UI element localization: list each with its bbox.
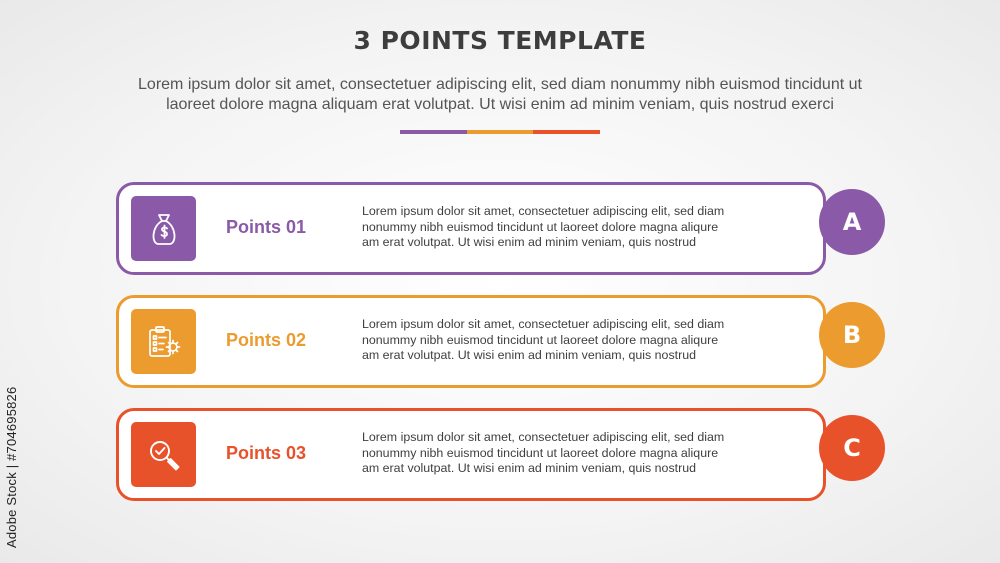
point-row-a — [116, 182, 886, 275]
point-label: Points 03 — [226, 443, 307, 463]
divider-segment-2 — [467, 130, 534, 134]
money-bag-icon — [144, 209, 184, 249]
point-label: Points 01 — [226, 217, 307, 237]
page-subtitle — [70, 75, 930, 115]
color-divider — [400, 130, 600, 134]
icon-tile — [131, 196, 196, 261]
letter-badge: A — [819, 189, 885, 255]
divider-segment-3 — [533, 130, 600, 134]
icon-tile — [131, 422, 196, 487]
description-line: am erat volutpat. Ut wisi enim ad minim veniam, quis nostrud — [362, 348, 696, 362]
point-description — [362, 317, 792, 364]
description-line: am erat volutpat. Ut wisi enim ad minim veniam, quis nostrud — [362, 461, 696, 475]
point-row-c — [116, 408, 886, 501]
stock-watermark: Adobe Stock | #704695826 — [4, 386, 19, 548]
divider-segment-1 — [400, 130, 467, 134]
description-line: nonummy nibh euismod tincidunt ut laoreet dolore magna aliqure — [362, 445, 719, 460]
point-description — [362, 204, 792, 251]
point-card — [116, 408, 826, 501]
description-line: Lorem ipsum dolor sit amet, consectetuer adipiscing elit, sed diam — [362, 317, 725, 331]
letter-badge: B — [819, 302, 885, 368]
icon-tile — [131, 309, 196, 374]
description-line: am erat volutpat. Ut wisi enim ad minim veniam, quis nostrud — [362, 235, 696, 249]
letter-badge: C — [819, 415, 885, 481]
point-label: Points 02 — [226, 330, 307, 350]
point-card — [116, 182, 826, 275]
description-line: Lorem ipsum dolor sit amet, consectetuer adipiscing elit, sed diam — [362, 204, 725, 218]
checklist-gear-icon — [144, 322, 184, 362]
point-row-b — [116, 295, 886, 388]
point-card — [116, 295, 826, 388]
page-title: 3 POINTS TEMPLATE — [353, 26, 647, 55]
subtitle-line: laoreet dolore magna aliquam erat volutpat. Ut wisi enim ad minim veniam, quis nostrud exerci — [166, 96, 834, 113]
description-line: nonummy nibh euismod tincidunt ut laoreet dolore magna aliqure — [362, 219, 719, 234]
point-description — [362, 430, 792, 477]
subtitle-line: Lorem ipsum dolor sit amet, consectetuer adipiscing elit, sed diam nonummy nibh euismod tincidunt ut — [138, 76, 862, 93]
magnifier-check-icon — [144, 435, 184, 475]
description-line: nonummy nibh euismod tincidunt ut laoreet dolore magna aliqure — [362, 332, 719, 347]
description-line: Lorem ipsum dolor sit amet, consectetuer adipiscing elit, sed diam — [362, 430, 725, 444]
